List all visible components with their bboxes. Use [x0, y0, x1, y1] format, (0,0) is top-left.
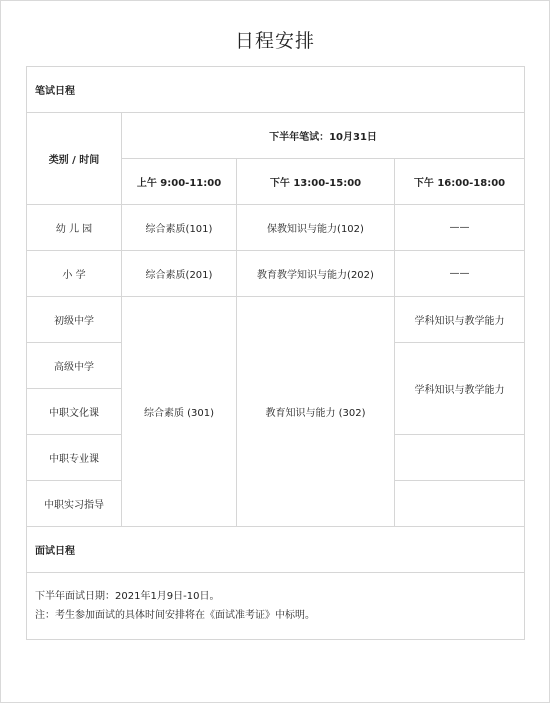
interview-section-label: 面试日程	[27, 527, 525, 573]
row-label: 初级中学	[27, 297, 122, 343]
row-label: 中职文化课	[27, 389, 122, 435]
row-kindergarten	[27, 205, 525, 251]
cell-pm1: 教育教学知识与能力(202)	[237, 251, 395, 297]
interview-note-line: 注：考生参加面试的具体时间安排将在《面试准考证》中标明。	[35, 610, 315, 621]
cell-pm1: 保教知识与能力(102)	[237, 205, 395, 251]
row-label: 高级中学	[27, 343, 122, 389]
slot-pm1: 下午 13:00-15:00	[237, 159, 395, 205]
cell-pm2: ——	[395, 205, 525, 251]
slot-pm2: 下午 16:00-18:00	[395, 159, 525, 205]
interview-section-row	[27, 527, 525, 573]
cell-pm1-merged: 教育知识与能力 (302)	[237, 297, 395, 527]
cell-pm2: ——	[395, 251, 525, 297]
interview-notes	[27, 573, 525, 640]
cell-pm2-empty	[395, 435, 525, 481]
slot-am: 上午 9:00-11:00	[122, 159, 237, 205]
category-header: 类别 / 时间	[27, 113, 122, 205]
written-section-row	[27, 67, 525, 113]
cell-am: 综合素质(101)	[122, 205, 237, 251]
row-label: 中职专业课	[27, 435, 122, 481]
cell-pm2-empty	[395, 481, 525, 527]
interview-notes-row	[27, 573, 525, 640]
row-label: 幼 儿 园	[27, 205, 122, 251]
written-section-label: 笔试日程	[27, 67, 525, 113]
schedule-table	[26, 66, 525, 640]
row-primary	[27, 251, 525, 297]
page-title: 日程安排	[234, 30, 315, 52]
row-label: 中职实习指导	[27, 481, 122, 527]
cell-pm2: 学科知识与教学能力	[395, 297, 525, 343]
cell-pm2-merged: 学科知识与教学能力	[395, 343, 525, 435]
exam-date-header: 下半年笔试：10月31日	[122, 113, 525, 159]
cell-am: 综合素质(201)	[122, 251, 237, 297]
header-row-date	[27, 113, 525, 159]
row-label: 小 学	[27, 251, 122, 297]
interview-date-line: 下半年面试日期：2021年1月9日-10日。	[35, 591, 220, 602]
row-junior	[27, 297, 525, 343]
cell-am-merged: 综合素质 (301)	[122, 297, 237, 527]
